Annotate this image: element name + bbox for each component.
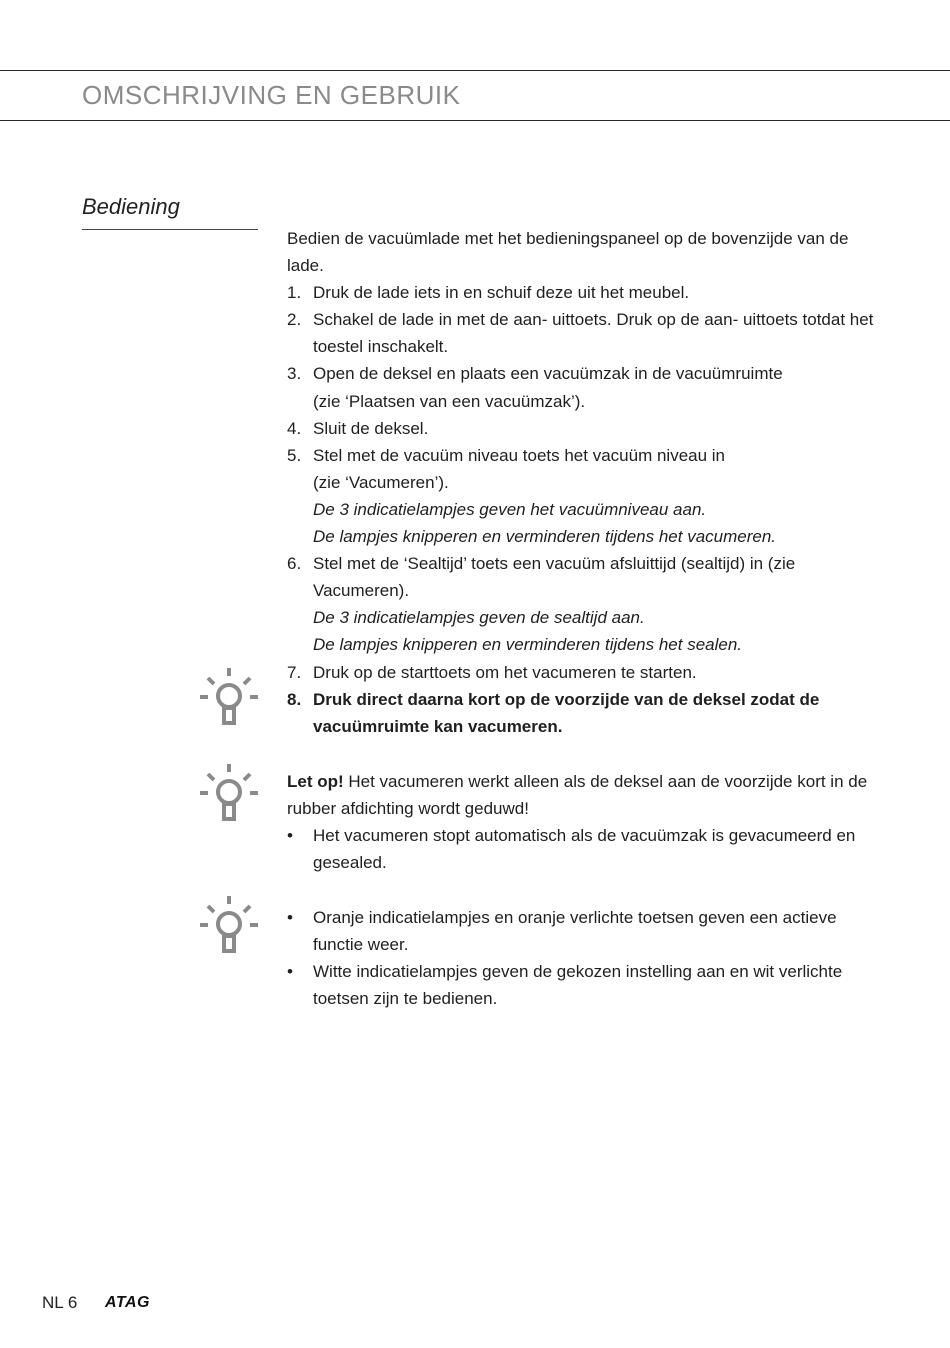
lightbulb-icon [196,760,262,826]
step-number: 2. [287,310,302,330]
list-item [287,686,877,740]
list-item [287,279,877,306]
notice-block [287,768,877,876]
step-text: Druk op de starttoets om het vacumeren te starten. [313,662,697,682]
step-text: Open de deksel en plaats een vacuümzak in de vacuümruimte [313,364,783,384]
step-text: Druk de lade iets in en schuif deze uit het meubel. [313,283,690,303]
list-item [287,958,877,1012]
bullet-text: Het vacumeren stopt automatisch als de vacuümzak is gevacumeerd en gesealed. [313,826,856,873]
step-text: Stel met de vacuüm niveau toets het vacuüm niveau in [313,445,726,465]
list-item [287,415,877,442]
step-result-note: De lampjes knipperen en verminderen tijdens het vacumeren. [313,527,777,547]
bullet-text: Oranje indicatielampjes en oranje verlichte toetsen geven een actieve functie weer. [313,908,837,955]
step-number: 1. [287,283,302,303]
list-item [287,822,877,876]
list-item [287,904,877,958]
page-header-title: OMSCHRIJVING EN GEBRUIK [82,80,461,110]
step-number: 5. [287,445,302,465]
step-number: 3. [287,364,302,384]
list-item [287,442,877,550]
step-text-continued: (zie ‘Plaatsen van een vacuümzak’). [313,391,586,411]
steps-list [287,279,877,740]
step-text: Stel met de ‘Sealtijd’ toets een vacuüm afsluittijd (sealtijd) in (zie Vacumeren). [313,554,796,601]
step-text: Schakel de lade in met de aan- uittoets. Druk op de aan- uittoets totdat het toestel inschakelt. [313,310,874,357]
step-result-note: De 3 indicatielampjes geven de sealtijd aan. [313,608,645,628]
bullet-mark: • [287,908,293,927]
bullet-mark: • [287,962,293,982]
page-number: NL 6 [42,1293,78,1312]
step-number: 4. [287,418,302,438]
step-number: 7. [287,662,302,682]
brand-logo: ATAG [105,1294,150,1311]
list-item [287,360,877,414]
section-title: Bediening [82,194,180,219]
info-bullets [287,904,877,1012]
notice-label: Let op! [287,772,344,791]
list-item [287,306,877,360]
section-title-underline [82,229,258,230]
header-top-rule [0,70,950,71]
intro-paragraph: Bedien de vacuümlade met het bedieningspaneel op de bovenzijde van de lade. [287,229,849,276]
instructions-block [287,225,877,740]
info-block [287,904,877,1012]
lightbulb-icon [196,664,262,730]
list-item [287,550,877,658]
step-number: 8. [287,689,302,709]
step-result-note: De 3 indicatielampjes geven het vacuümniveau aan. [313,499,707,519]
step-result-note: De lampjes knipperen en verminderen tijdens het sealen. [313,635,743,655]
header-bottom-rule [0,120,950,121]
bullet-mark: • [287,826,293,846]
step-text-continued: (zie ‘Vacumeren’). [313,472,449,492]
bullet-text: Witte indicatielampjes geven de gekozen instelling aan en wit verlichte toetsen zijn te bedienen. [313,962,843,1009]
notice-paragraph [287,768,877,822]
notice-text: Het vacumeren werkt alleen als de deksel aan de voorzijde kort in de rubber afdichting wordt geduwd! [287,772,868,819]
lightbulb-icon [196,892,262,958]
step-number: 6. [287,554,302,574]
step-text: Druk direct daarna kort op de voorzijde van de deksel zodat de vacuümruimte kan vacumeren. [313,689,820,736]
list-item [287,659,877,686]
notice-bullets [287,822,877,876]
step-text: Sluit de deksel. [313,418,429,438]
